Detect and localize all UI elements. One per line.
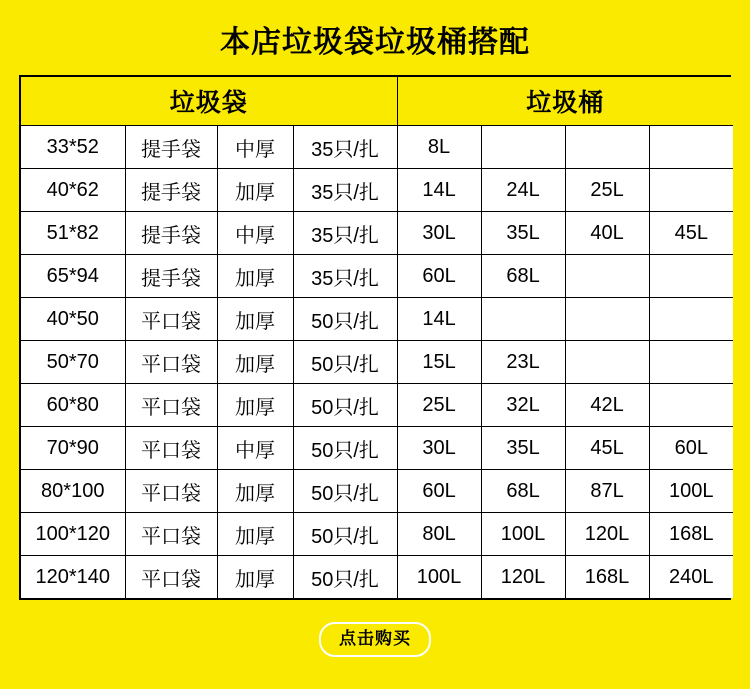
cell-empty [649,169,733,212]
cell-bag-count: 50只/扎 [293,513,397,556]
cell-empty [649,255,733,298]
cell-bag-type: 平口袋 [125,427,217,470]
cell-bag-type: 平口袋 [125,384,217,427]
table-row [21,298,733,341]
cell-bag-count: 35只/扎 [293,212,397,255]
cell-empty [565,298,649,341]
cell-bag-type: 提手袋 [125,255,217,298]
cell-bag-size: 65*94 [21,255,125,298]
cell-bin-capacity: 68L [481,255,565,298]
cell-bin-capacity: 80L [397,513,481,556]
cell-bag-type: 提手袋 [125,169,217,212]
cell-empty [649,384,733,427]
cell-bag-count: 50只/扎 [293,470,397,513]
table-row [21,513,733,556]
cell-bag-type: 平口袋 [125,556,217,599]
cell-bin-capacity: 25L [397,384,481,427]
cell-bag-thickness: 加厚 [217,384,293,427]
cell-bag-thickness: 中厚 [217,212,293,255]
cell-bag-thickness: 加厚 [217,169,293,212]
cell-bin-capacity: 45L [565,427,649,470]
cell-empty [565,341,649,384]
cell-bag-size: 70*90 [21,427,125,470]
cell-bag-count: 50只/扎 [293,556,397,599]
cell-bag-thickness: 中厚 [217,126,293,169]
cell-bag-size: 51*82 [21,212,125,255]
cell-bag-thickness: 加厚 [217,470,293,513]
cell-bin-capacity: 42L [565,384,649,427]
column-group-bags: 垃圾袋 [21,77,397,126]
cell-bin-capacity: 120L [565,513,649,556]
table-row [21,255,733,298]
cell-bin-capacity: 32L [481,384,565,427]
cell-bag-size: 60*80 [21,384,125,427]
cell-bin-capacity: 45L [649,212,733,255]
cell-bin-capacity: 30L [397,212,481,255]
cell-bin-capacity: 120L [481,556,565,599]
cell-bag-thickness: 加厚 [217,556,293,599]
cell-empty [481,126,565,169]
cell-bag-type: 平口袋 [125,341,217,384]
cell-empty [649,126,733,169]
cell-bag-size: 80*100 [21,470,125,513]
table-row [21,169,733,212]
cell-bin-capacity: 168L [649,513,733,556]
cell-bin-capacity: 35L [481,427,565,470]
column-group-bins: 垃圾桶 [397,77,733,126]
cell-bag-count: 35只/扎 [293,169,397,212]
cell-bin-capacity: 14L [397,169,481,212]
cell-bin-capacity: 100L [397,556,481,599]
cell-empty [565,255,649,298]
cell-bag-type: 平口袋 [125,298,217,341]
cell-empty [481,298,565,341]
cell-empty [649,298,733,341]
cell-bin-capacity: 15L [397,341,481,384]
table-row [21,212,733,255]
cell-bag-type: 平口袋 [125,513,217,556]
cell-bag-count: 50只/扎 [293,341,397,384]
spec-table-container [19,75,731,600]
table-row [21,126,733,169]
cell-bin-capacity: 100L [649,470,733,513]
cell-bin-capacity: 35L [481,212,565,255]
table-header-row [21,77,733,126]
buy-button-container [0,622,750,657]
cell-bin-capacity: 30L [397,427,481,470]
cell-bag-type: 平口袋 [125,470,217,513]
table-row [21,556,733,599]
cell-bag-size: 50*70 [21,341,125,384]
table-body [21,126,733,599]
cell-bin-capacity: 23L [481,341,565,384]
page-title: 本店垃圾袋垃圾桶搭配 [220,26,530,59]
buy-button[interactable]: 点击购买 [319,622,431,657]
cell-bag-type: 提手袋 [125,212,217,255]
cell-bag-count: 35只/扎 [293,255,397,298]
cell-bag-count: 50只/扎 [293,298,397,341]
cell-bag-thickness: 中厚 [217,427,293,470]
cell-bag-size: 120*140 [21,556,125,599]
cell-bin-capacity: 87L [565,470,649,513]
cell-bin-capacity: 68L [481,470,565,513]
cell-bin-capacity: 168L [565,556,649,599]
cell-bag-count: 35只/扎 [293,126,397,169]
cell-bin-capacity: 24L [481,169,565,212]
cell-bag-size: 40*62 [21,169,125,212]
cell-bin-capacity: 40L [565,212,649,255]
cell-bag-count: 50只/扎 [293,384,397,427]
cell-bin-capacity: 8L [397,126,481,169]
cell-bag-size: 40*50 [21,298,125,341]
cell-bag-thickness: 加厚 [217,298,293,341]
cell-bag-thickness: 加厚 [217,513,293,556]
cell-bin-capacity: 60L [397,470,481,513]
cell-bag-size: 100*120 [21,513,125,556]
cell-bin-capacity: 100L [481,513,565,556]
spec-table [21,77,733,598]
cell-bag-type: 提手袋 [125,126,217,169]
cell-bin-capacity: 14L [397,298,481,341]
table-row [21,427,733,470]
cell-bag-count: 50只/扎 [293,427,397,470]
cell-bag-size: 33*52 [21,126,125,169]
table-row [21,384,733,427]
cell-bag-thickness: 加厚 [217,341,293,384]
cell-bin-capacity: 60L [649,427,733,470]
cell-empty [649,341,733,384]
cell-bin-capacity: 60L [397,255,481,298]
table-row [21,341,733,384]
cell-bin-capacity: 25L [565,169,649,212]
cell-bag-thickness: 加厚 [217,255,293,298]
cell-bin-capacity: 240L [649,556,733,599]
table-row [21,470,733,513]
cell-empty [565,126,649,169]
